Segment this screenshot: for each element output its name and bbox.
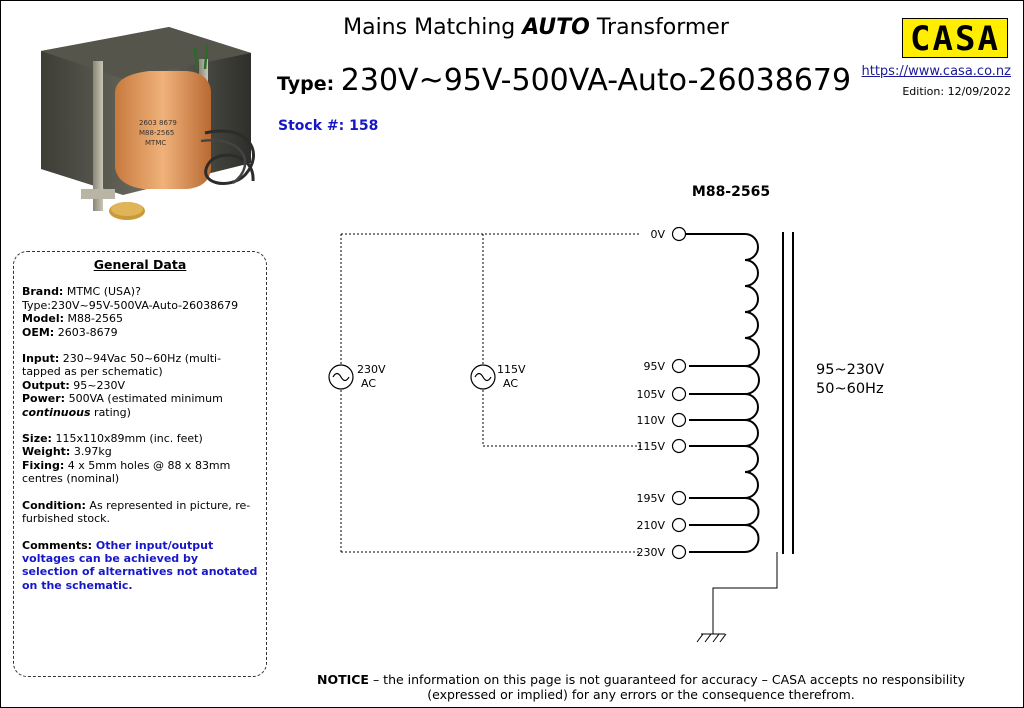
transformer-winding <box>685 234 759 552</box>
model-row: Model: M88-2565 <box>22 312 123 326</box>
tap-label: 210V <box>636 519 665 532</box>
tap-terminals <box>636 228 685 560</box>
source2-unit: AC <box>503 377 519 390</box>
type-value: 230V~95V-500VA-Auto-26038679 <box>340 63 852 98</box>
ground-symbol <box>697 552 777 642</box>
logo-text: CASA <box>910 19 1000 58</box>
notice-line2: (expressed or implied) for any errors or the consequence therefrom. <box>427 687 855 702</box>
dotted-wiring <box>341 234 641 552</box>
ac-source-115v <box>471 365 495 389</box>
tap-label: 230V <box>636 546 665 559</box>
tap-terminal <box>673 228 686 241</box>
schematic-diagram <box>321 176 901 656</box>
ac-source-230v <box>329 365 353 389</box>
title-emphasis: AUTO <box>522 15 590 40</box>
tap-label: 95V <box>643 360 665 373</box>
tap-terminal <box>673 360 686 373</box>
casa-logo <box>902 18 1008 58</box>
photo-label-line3: MTMC <box>145 139 167 147</box>
tap-terminal <box>673 546 686 559</box>
brand-row: Brand: MTMC (USA)? <box>22 285 141 299</box>
tap-label: 110V <box>636 414 665 427</box>
tap-label: 115V <box>636 440 665 453</box>
title-prefix: Mains Matching <box>343 15 523 40</box>
schematic-model-label: M88-2565 <box>691 184 771 200</box>
stock-number: Stock #: 158 <box>278 118 379 134</box>
tap-terminal <box>673 492 686 505</box>
source1-unit: AC <box>361 377 377 390</box>
title-suffix: Transformer <box>589 15 729 40</box>
tap-terminal <box>673 440 686 453</box>
fixing-row: Fixing: 4 x 5mm holes @ 88 x 83mm centres (nominal) <box>22 458 231 486</box>
notice-text <box>271 672 1011 702</box>
comments-row: Comments: Other input/output voltages can be achieved by selection of alternatives not anotated on the schematic. <box>22 538 258 592</box>
photo-label-line1: 2603 8679 <box>139 119 177 127</box>
tap-label: 105V <box>636 388 665 401</box>
tap-terminal <box>673 414 686 427</box>
notice-label: NOTICE <box>316 672 369 687</box>
tap-label: 0V <box>650 228 665 241</box>
condition-row: Condition: As represented in picture, re-furbished stock. <box>22 498 251 526</box>
edition-date: Edition: 12/09/2022 <box>902 85 1011 98</box>
type-line <box>277 63 851 98</box>
transformer-photo <box>19 13 269 233</box>
power-row: Power: 500VA (estimated minimum continuous rating) <box>22 392 223 419</box>
output-row: Output: 95~230V <box>22 378 126 392</box>
tap-label: 195V <box>636 492 665 505</box>
oem-row: OEM: 2603-8679 <box>22 325 118 339</box>
general-data-panel <box>13 251 267 677</box>
source2-voltage: 115V <box>497 363 526 376</box>
weight-row: Weight: 3.97kg <box>22 445 112 459</box>
size-row: Size: 115x110x89mm (inc. feet) <box>22 432 203 446</box>
notice-line1: – the information on this page is not guaranteed for accuracy – CASA accepts no responsibility <box>368 672 966 687</box>
output-frequency-label: 50~60Hz <box>816 381 884 397</box>
tap-terminal <box>673 388 686 401</box>
type-label: Type: <box>277 73 341 95</box>
source1-voltage: 230V <box>357 363 386 376</box>
website-link[interactable]: https://www.casa.co.nz <box>861 64 1011 79</box>
input-row: Input: 230~94Vac 50~60Hz (multi-tapped as per schematic) <box>22 352 222 379</box>
photo-label-line2: M88-2565 <box>139 129 175 137</box>
tap-terminal <box>673 519 686 532</box>
general-data-heading: General Data <box>93 257 187 272</box>
type-row: Type:230V~95V-500VA-Auto-26038679 <box>22 298 239 312</box>
page-title <box>301 15 771 40</box>
output-voltage-label: 95~230V <box>816 362 885 378</box>
